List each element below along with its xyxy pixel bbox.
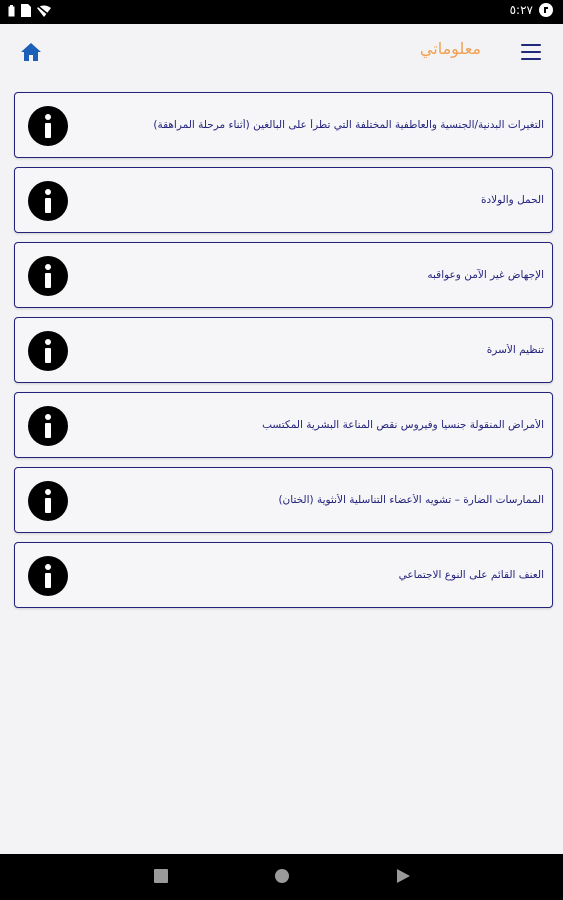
topics-list [14, 92, 553, 617]
list-item[interactable] [14, 167, 553, 233]
recents-button[interactable] [153, 868, 169, 888]
menu-icon-line [521, 58, 541, 60]
page-title: معلوماتي [419, 39, 481, 58]
list-item[interactable] [14, 317, 553, 383]
list-item-label: العنف القائم على النوع الاجتماعي [398, 569, 544, 581]
sim-card-icon [21, 4, 31, 17]
info-icon [28, 481, 68, 521]
list-item[interactable] [14, 542, 553, 608]
recents-square-icon [153, 868, 169, 884]
wifi-off-icon [37, 5, 51, 17]
notification-icon [539, 3, 553, 17]
status-time: ٥:٢٧ [509, 3, 533, 17]
home-icon [20, 42, 42, 62]
menu-icon-line [521, 51, 541, 53]
list-item-label: الحمل والولادة [480, 194, 544, 206]
menu-icon-line [521, 44, 541, 46]
home-button[interactable] [20, 42, 44, 64]
list-item[interactable] [14, 92, 553, 158]
info-icon [28, 331, 68, 371]
info-icon [28, 181, 68, 221]
menu-button[interactable] [521, 44, 541, 60]
app-bar [0, 24, 563, 80]
status-icons-right [510, 3, 553, 17]
list-item[interactable] [14, 242, 553, 308]
status-bar [0, 0, 563, 24]
list-item[interactable] [14, 467, 553, 533]
back-button[interactable] [395, 868, 411, 888]
home-nav-button[interactable] [274, 868, 290, 888]
list-item-label: الإجهاض غير الآمن وعواقبه [427, 269, 544, 281]
back-triangle-icon [395, 868, 411, 884]
system-nav-bar [0, 854, 563, 900]
info-icon [28, 106, 68, 146]
info-icon [28, 406, 68, 446]
list-item[interactable] [14, 392, 553, 458]
info-icon [28, 256, 68, 296]
status-icons-left [8, 4, 51, 17]
list-item-label: تنظيم الأسرة [486, 344, 544, 356]
info-icon [28, 556, 68, 596]
list-item-label: الممارسات الضارة – تشويه الأعضاء التناسلية الأنثوية (الختان) [278, 494, 544, 506]
battery-icon [8, 5, 15, 17]
list-item-label: التغيرات البدنية/الجنسية والعاطفية المختلفة التي تطرأ على البالغين (أثناء مرحلة المراهقة) [153, 119, 544, 131]
list-item-label: الأمراض المنقولة جنسياً وفيروس نقص المناعة البشرية المكتسب [262, 419, 544, 431]
home-circle-icon [274, 868, 290, 884]
